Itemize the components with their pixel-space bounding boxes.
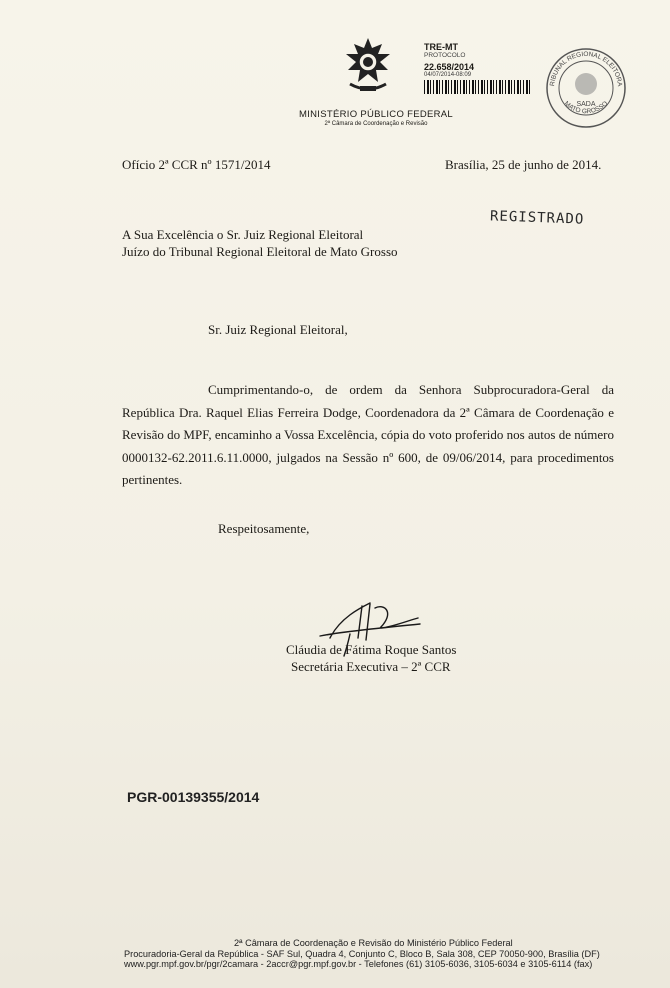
salutation: Sr. Juiz Regional Eleitoral, xyxy=(208,322,348,337)
protocol-court: TRE-MT xyxy=(424,42,458,52)
footer xyxy=(124,938,654,970)
addressee-line-1: A Sua Excelência o Sr. Juiz Regional Eleitoral xyxy=(122,227,364,242)
seal-center-text: SADA xyxy=(576,101,596,108)
protocol-label: PROTOCOLO xyxy=(424,52,466,59)
letter-reference: Ofício 2ª CCR nº 1571/2014 xyxy=(122,157,271,172)
registered-mark: REGISTRADO xyxy=(489,208,585,228)
letter-date: Brasília, 25 de junho de 2014. xyxy=(445,157,602,172)
letter-body: Cumprimentando-o, de ordem da Senhora Subprocuradora-Geral da República Dra. Raquel Elias Ferreira Dodge, Coordenadora da 2ª Câmara de Coordenação e Revisão do MPF, encaminho a Vossa Excelência, cópia do voto proferido nos autos de número 0000132-62.2011.6.11.0000, julgados na Sessão nº 600, de 09/06/2014, para procedimentos pertinentes. xyxy=(122,382,614,487)
barcode xyxy=(424,80,532,94)
protocol-datetime: 04/07/2014-08:09 xyxy=(424,72,472,78)
footer-line-1: 2ª Câmara de Coordenação e Revisão do Ministério Público Federal xyxy=(234,938,513,948)
signer-role: Secretária Executiva – 2ª CCR xyxy=(291,659,451,674)
closing: Respeitosamente, xyxy=(218,521,310,536)
coat-of-arms-icon xyxy=(336,34,400,98)
footer-line-3: www.pgr.mpf.gov.br/pgr/2camara - 2accr@pgr.mpf.gov.br - Telefones (61) 3105-6036, 3105-6034 e 3105-6114 (fax) xyxy=(124,959,593,969)
protocol-stamp xyxy=(424,42,536,94)
signer-name: Cláudia de Fátima Roque Santos xyxy=(286,642,457,657)
footer-line-2: Procuradoria-Geral da República - SAF Sul, Quadra 4, Conjunto C, Bloco B, Sala 308, CEP 70050-900, Brasília (DF) xyxy=(124,948,600,959)
seal-bottom-text: MATO GROSSO xyxy=(562,100,610,116)
document-number: PGR-00139355/2014 xyxy=(127,789,260,805)
department-name: 2ª Câmara de Coordenação e Revisão xyxy=(324,121,428,127)
addressee-line-2: Juízo do Tribunal Regional Eleitoral de Mato Grosso xyxy=(122,244,398,259)
protocol-number: 22.658/2014 xyxy=(424,62,475,72)
letterhead xyxy=(288,109,464,127)
court-seal-stamp xyxy=(544,46,628,130)
seal-emblem-icon xyxy=(575,73,597,95)
organization-name: MINISTÉRIO PÚBLICO FEDERAL xyxy=(298,109,454,120)
seal-top-text: RIBUNAL REGIONAL ELEITORA xyxy=(549,50,624,87)
